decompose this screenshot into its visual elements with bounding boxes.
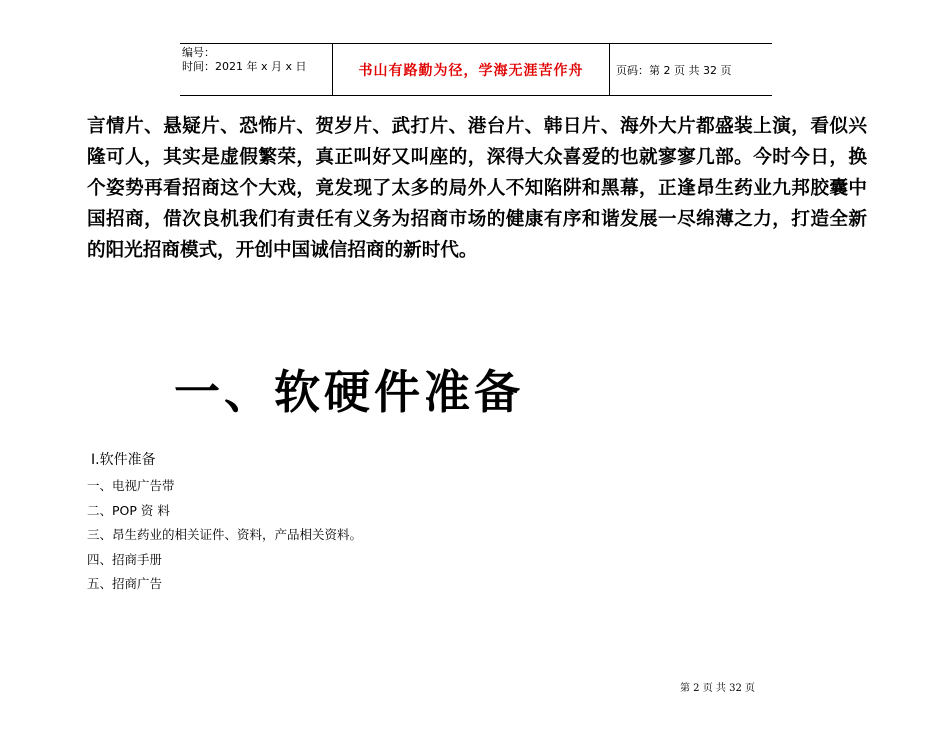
- page-footer: 第 2 页 共 32 页: [680, 683, 755, 694]
- header-page-info: 页码：第 2 页 共 32 页: [616, 63, 732, 77]
- body-paragraph: 言情片、悬疑片、恐怖片、贺岁片、武打片、港台片、韩日片、海外大片都盛装上演，看似兴隆可人，其实是虚假繁荣，真正叫好又叫座的，深得大众喜爱的也就寥寥几部。今时今日，换个姿势再看招商这个大戏，竟发现了太多的局外人不知陷阱和黑幕，正逢昂生药业九邦胶囊中国招商，借次良机我们有责任有义务为招商市场的健康有序和谐发展一尽绵薄之力，打造全新的阳光招商模式，开创中国诚信招商的新时代。: [87, 116, 867, 261]
- number-label: 编号：: [182, 46, 215, 59]
- item-list: [87, 478, 362, 601]
- header-page-cell: [610, 44, 772, 95]
- list-item: 三、昂生药业的相关证件、资料，产品相关资料。: [87, 527, 363, 542]
- section-subheading: Ⅰ.软件准备: [91, 452, 156, 468]
- page-header: [180, 43, 772, 96]
- list-item: 五、招商广告: [87, 576, 163, 591]
- list-item: 四、招商手册: [87, 551, 163, 567]
- list-item: 一、电视广告带: [87, 478, 175, 493]
- time-label: 时间：2021 年 x 月 x 日: [182, 60, 307, 73]
- list-item: 二、POP 资 料: [87, 502, 170, 518]
- section-heading: 一、软硬件准备: [174, 365, 524, 419]
- header-motto: 书山有路勤为径，学海无涯苦作舟: [358, 62, 584, 79]
- header-motto-cell: [333, 44, 610, 95]
- header-meta-cell: [180, 44, 333, 95]
